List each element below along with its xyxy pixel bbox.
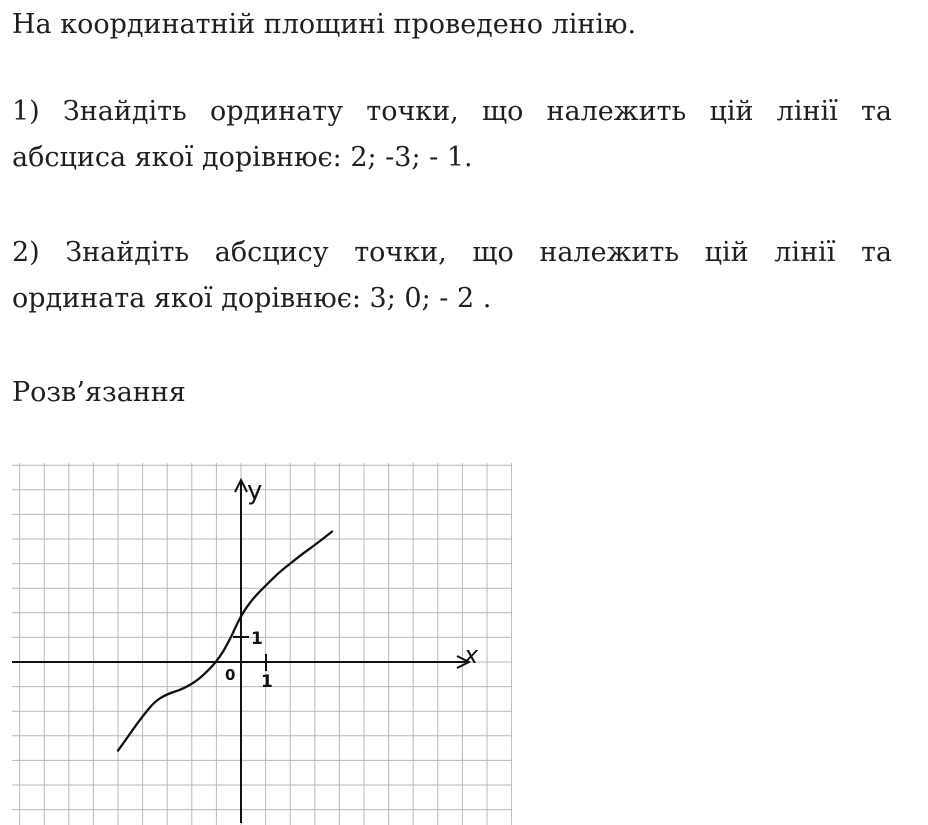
question-1: 1) Знайдіть ординату точки, що належить цій лінії та абсциса якої дорівнює: 2; -3; - 1. [12, 96, 892, 173]
y-unit-label: 1 [251, 629, 263, 649]
question-2: 2) Знайдіть абсцису точки, що належить цій лінії та ордината якої дорівнює: 3; 0; - 2 . [12, 237, 892, 314]
solution-heading: Розв’язання [12, 377, 186, 408]
origin-label: 0 [225, 666, 236, 684]
x-axis-label: x [464, 641, 479, 669]
problem-intro: На координатній площині проведено лінію. [12, 9, 637, 40]
y-axis-label: y [247, 476, 263, 506]
function-curve [118, 532, 332, 751]
coordinate-plane-figure [12, 463, 512, 825]
x-unit-label: 1 [261, 672, 273, 692]
coordinate-plane-svg [12, 463, 512, 825]
